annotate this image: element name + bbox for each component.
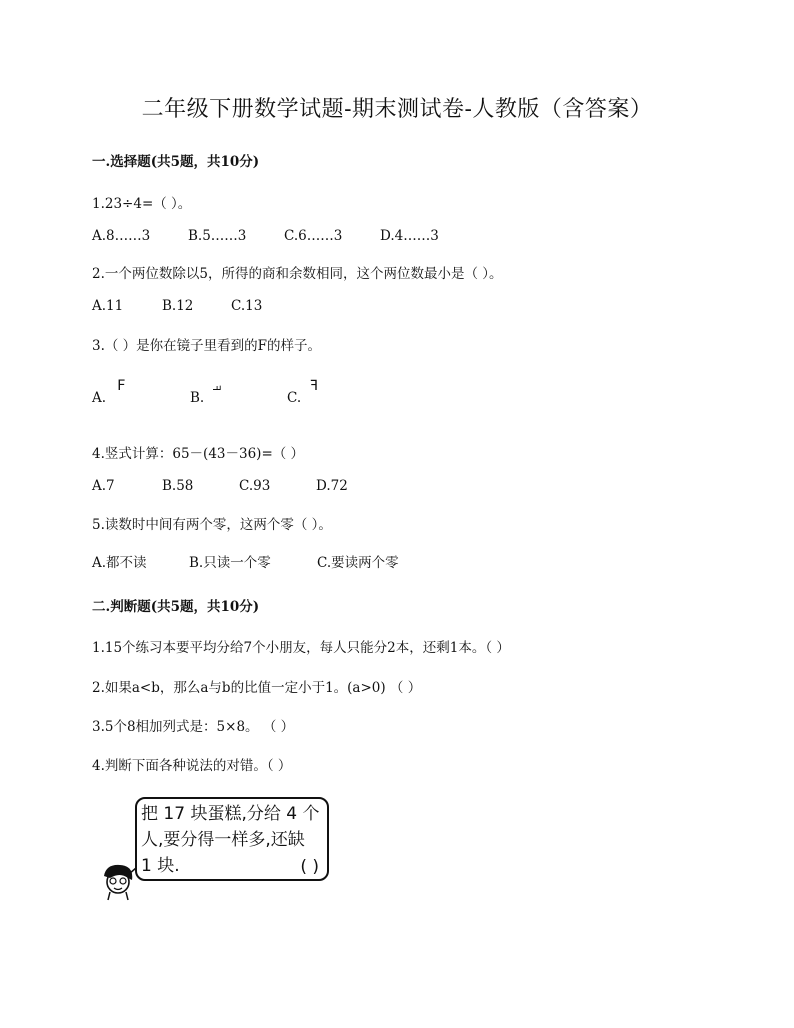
option-d: D.4……3	[380, 228, 439, 244]
option-c: C.13	[231, 298, 263, 314]
letter-f-image: F	[117, 378, 126, 394]
option-c: C.6……3	[284, 228, 343, 244]
section-heading-choice: 一.选择题(共5题，共10分)	[92, 154, 260, 170]
rotated-f-image: ꟻ	[210, 384, 223, 392]
question-5: 5.读数时中间有两个零，这两个零（ ）。	[92, 517, 332, 533]
judgement-3: 3.5个8相加列式是：5×8。 （ ）	[92, 719, 295, 735]
option-b: B.58	[162, 478, 194, 494]
option-d: D.72	[316, 478, 348, 494]
option-b: B.12	[162, 298, 194, 314]
question-2: 2.一个两位数除以5，所得的商和余数相同，这个两位数最小是（ ）。	[92, 266, 503, 282]
option-b: B.5……3	[188, 228, 247, 244]
option-c: C.要读两个零	[317, 555, 399, 571]
option-c: C.	[287, 390, 302, 406]
speech-bubble	[135, 797, 329, 881]
option-b: B.	[190, 390, 205, 406]
option-a: A.8……3	[92, 228, 151, 244]
option-a: A.11	[92, 298, 124, 314]
question-1: 1.23÷4=（ ）。	[92, 196, 192, 212]
question-2-options	[92, 298, 262, 314]
page-title: 二年级下册数学试题-期末测试卷-人教版（含答案）	[141, 97, 653, 122]
mirrored-f-image: ꟻ	[310, 378, 319, 394]
answer-paren: ( )	[300, 857, 319, 877]
option-c: C.93	[239, 478, 271, 494]
judgement-1: 1.15个练习本要平均分给7个小朋友，每人只能分2本，还剩1本。（ ）	[92, 640, 510, 656]
question-5-options	[92, 551, 399, 571]
student-cartoon-icon	[98, 862, 140, 902]
question-1-options	[92, 228, 439, 244]
option-a: A.都不读	[92, 555, 147, 571]
question-4: 4.竖式计算：65－(43－36)=（ ）	[92, 446, 305, 462]
bubble-text: 把 17 块蛋糕,分给 4 个 人,要分得一样多,还缺 1 块.	[141, 804, 320, 876]
section-heading-judgement: 二.判断题(共5题，共10分)	[92, 599, 260, 615]
option-a: A.7	[92, 478, 115, 494]
option-a: A.	[92, 390, 107, 406]
judgement-4: 4.判断下面各种说法的对错。（ ）	[92, 758, 292, 774]
question-3: 3.（ ）是你在镜子里看到的F的样子。	[92, 338, 322, 354]
question-4-options	[92, 478, 348, 494]
judgement-2: 2.如果a<b，那么a与b的比值一定小于1。(a>0) （ ）	[92, 680, 422, 696]
option-b: B.只读一个零	[189, 555, 271, 571]
